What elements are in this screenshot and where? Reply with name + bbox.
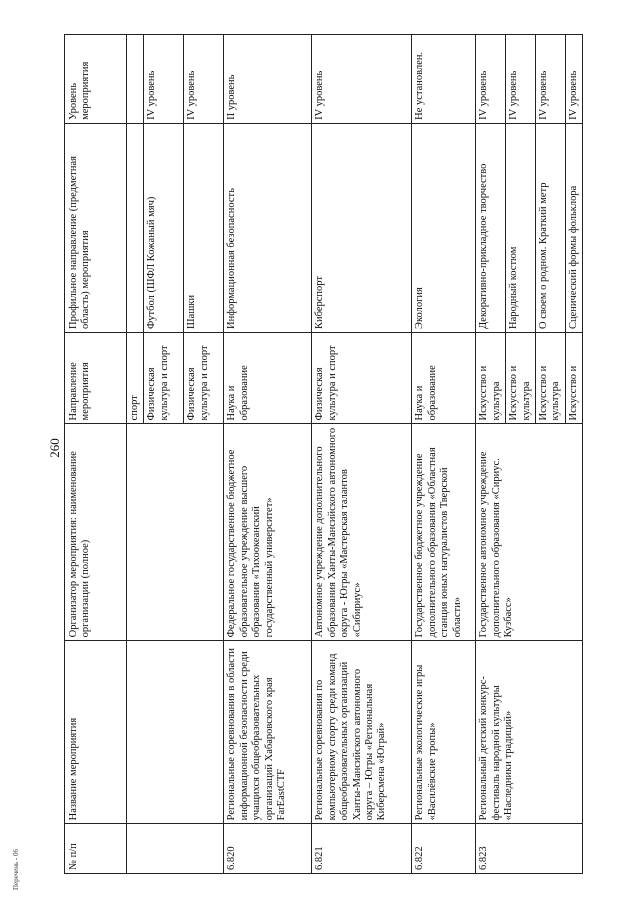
cell-profile: Декоративно-прикладное творчество	[476, 123, 506, 332]
rotated-page-area	[64, 34, 579, 874]
cell-level: IV уровень	[312, 35, 412, 124]
cell-direction: Искусство и культура	[476, 332, 506, 423]
cell-organizer: Государственное бюджетное учреждение дополнительного образования «Областная станция юных натуралистов Тверской области»	[412, 424, 476, 641]
cell-level: IV уровень	[476, 35, 506, 124]
cell-name: Региональные экологические игры «Василёвские тропы»	[412, 641, 476, 824]
cell-level	[127, 35, 144, 124]
events-table	[64, 34, 583, 874]
cell-num-continued	[127, 824, 224, 874]
cell-direction: Физическая культура и спорт	[144, 332, 184, 423]
page-number: 260	[47, 438, 62, 458]
cell-profile: Информационная безопасность	[224, 123, 312, 332]
table-container	[64, 34, 579, 874]
cell-direction: Наука и образование	[412, 332, 476, 423]
cell-level: Не установлен.	[412, 35, 476, 124]
cell-direction: Наука и образование	[224, 332, 312, 423]
cell-name: Региональные соревнования в области информационной безопасности среди учащихся общеобразовательных организаций Хабаровского края FarEastCTF	[224, 641, 312, 824]
table-row-6823	[476, 35, 506, 874]
cell-profile: Сценический формы фольклора	[565, 123, 582, 332]
cell-direction: Искусство и культура	[535, 332, 565, 423]
cell-name-continued	[127, 641, 224, 824]
footer-note: Перечень - 06	[12, 849, 20, 890]
table-row-continued-1	[127, 35, 144, 874]
cell-organizer: Федеральное государственное бюджетное образовательное учреждение высшего образования «Тихоокеанский государственный университет»	[224, 424, 312, 641]
cell-organizer: Государственное автономное учреждение дополнительного образования «Сириус. Кузбасс»	[476, 424, 583, 641]
cell-num: 6.823	[476, 824, 583, 874]
table-row-6821	[312, 35, 412, 874]
cell-level: IV уровень	[506, 35, 536, 124]
header-num: № п/п	[65, 824, 127, 874]
cell-profile	[127, 123, 144, 332]
cell-organizer-continued	[127, 424, 224, 641]
cell-level: IV уровень	[535, 35, 565, 124]
header-name: Название мероприятия	[65, 641, 127, 824]
cell-organizer: Автономное учреждение дополнительного образования Ханты-Мансийского автономного округа - Югры «Мастерская талантов «Сибириус»	[312, 424, 412, 641]
table-row-6820	[224, 35, 312, 874]
cell-name: Региональные соревнования по компьютерному спорту среди команд общеобразовательных организаций Ханты-Мансийского автономного округа – Югры «Региональная Киберсмена «Юграй»	[312, 641, 412, 824]
cell-num: 6.820	[224, 824, 312, 874]
cell-level: IV уровень	[565, 35, 582, 124]
cell-direction: спорт	[127, 332, 144, 423]
header-profile: Профильное направление (предметная область) мероприятия	[65, 123, 127, 332]
cell-profile: Народный костюм	[506, 123, 536, 332]
header-level: Уровень мероприятия	[65, 35, 127, 124]
cell-profile: Шашки	[184, 123, 224, 332]
table-header-row	[65, 35, 127, 874]
header-organizer: Организатор мероприятия: наименование организации (полное)	[65, 424, 127, 641]
cell-direction: Физическая культура и спорт	[184, 332, 224, 423]
cell-level: II уровень	[224, 35, 312, 124]
cell-num: 6.821	[312, 824, 412, 874]
cell-profile: О своем о родном. Краткий метр	[535, 123, 565, 332]
cell-level: IV уровень	[184, 35, 224, 124]
cell-profile: Футбол (ШФЛ Кожаный мяч)	[144, 123, 184, 332]
cell-direction: Искусство и	[565, 332, 582, 423]
cell-num: 6.822	[412, 824, 476, 874]
cell-direction: Искусство и культура	[506, 332, 536, 423]
header-direction: Направление мероприятия	[65, 332, 127, 423]
cell-level: IV уровень	[144, 35, 184, 124]
cell-name: Региональный детский конкурс-фестиваль народной культуры «Наследники традиций»	[476, 641, 583, 824]
cell-direction: Физическая культура и спорт	[312, 332, 412, 423]
cell-profile: Киберспорт	[312, 123, 412, 332]
cell-profile: Экология	[412, 123, 476, 332]
table-row-6822	[412, 35, 476, 874]
